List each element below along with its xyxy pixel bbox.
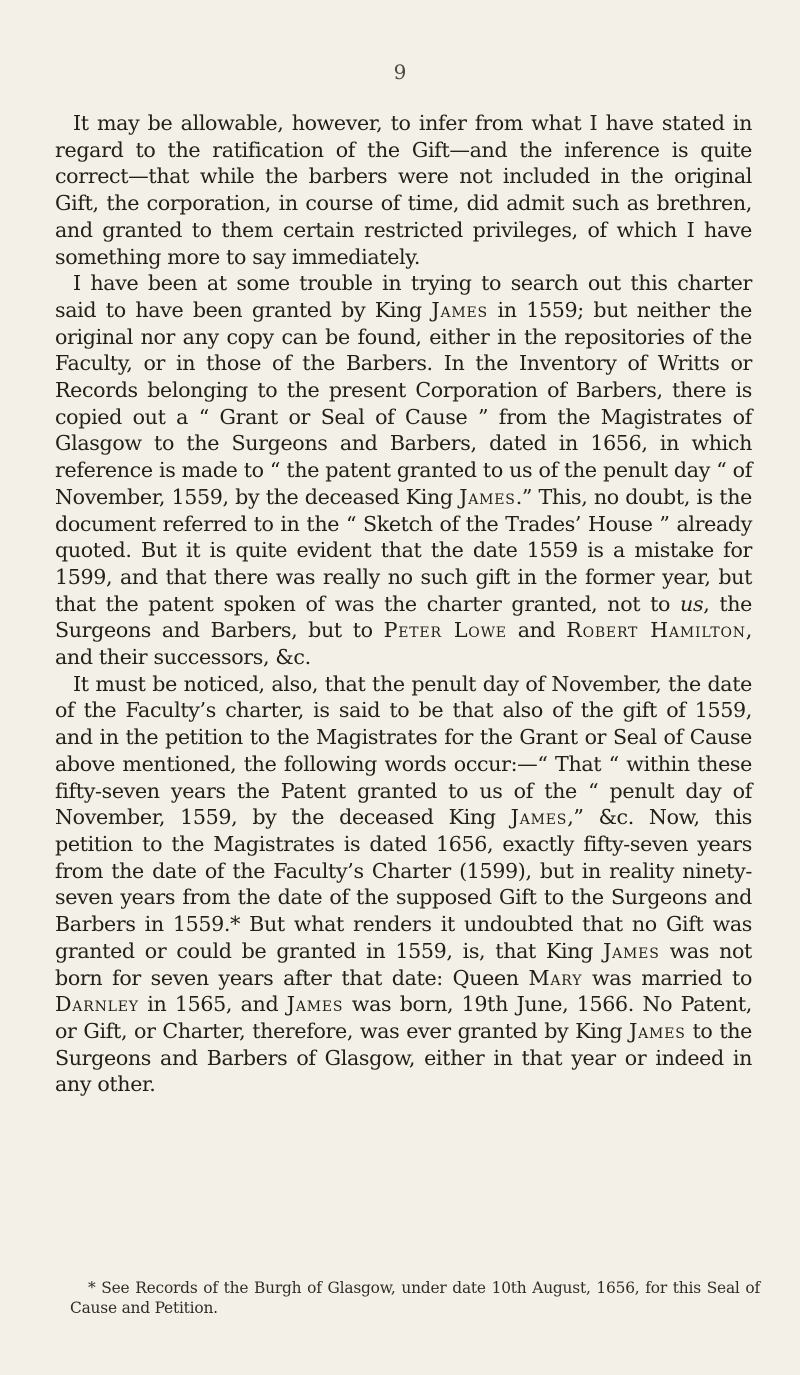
body-text	[55, 110, 752, 1098]
text-run: in 1565, and	[138, 992, 287, 1017]
text-run: to the Surgeons and Barbers of Glasgow, either in that year or indeed in any other.	[55, 1018, 753, 1097]
small-caps-name: James	[510, 805, 568, 830]
paragraph-2	[55, 270, 752, 671]
footnote	[70, 1278, 760, 1318]
text-run: I have been at some trouble in trying to search out this charter said to have been granted by King	[55, 271, 752, 322]
small-caps-name: James	[629, 1018, 686, 1043]
text-run: ,” &c. Now, this petition to the Magistrates is dated 1656, exactly fifty-seven years from the date of the Faculty’s Charter (1599), but in reality ninety-seven years from the date of the supposed Gift to the Surgeons and Barbers in 1559.* But what renders it undoubted that no Gift was granted or could be granted in 1559, is, that King	[55, 805, 752, 963]
text-run: was not born for seven years after that date: Queen	[55, 938, 752, 990]
text-run: and	[506, 618, 567, 643]
small-caps-name: Darnley	[55, 992, 139, 1017]
small-caps-name: James	[431, 297, 488, 322]
small-caps-name: Robert Hamilton	[566, 618, 746, 643]
text-run: .” This, no doubt, is the document referred to in the “ Sketch of the Trades’ House ” already quoted. But it is quite evident that the date 1559 is a mistake for 1599, and that there was really no such gift in the former year, but that the patent spoken of was the charter granted, not to	[55, 484, 752, 616]
text-run: , the Surgeons and Barbers, but to	[55, 591, 752, 643]
small-caps-name: James	[286, 992, 344, 1017]
paragraph-3	[55, 671, 752, 1098]
paragraph-1	[55, 110, 752, 270]
text-run: was married to	[582, 965, 752, 990]
text-run: It may be allowable, however, to infer from what I have stated in regard to the ratification of the Gift—and the inference is quite correct—that while the barbers were not included in the original Gift, the corporation, in course of time, did admit such as brethren, and granted to them certain restricted privileges, of which I have something more to say immediately.	[55, 111, 752, 269]
small-caps-name: Mary	[528, 965, 583, 990]
text-run: It must be noticed, also, that the penult day of November, the date of the Faculty’s charter, is said to be that also of the gift of 1559, and in the petition to the Magistrates for the Grant or Seal of Cause above mentioned, the following words occur:—“ That “ within these fifty-seven years the Patent granted to us of the “ penult day of November, 1559, by the deceased King	[55, 671, 752, 830]
italic-text: us	[680, 591, 704, 616]
text-run: in 1559; but neither the original nor any copy can be found, either in the repositories of the Faculty, or in those of the Barbers. In the Inventory of Writts or Records belonging to the present Corporation of Barbers, there is copied out a “ Grant or Seal of Cause ” from the Magistrates of Glasgow to the Surgeons and Barbers, dated in 1656, in which reference is made to “ the patent granted to us of the penult day “ of November, 1559, by the deceased King	[55, 297, 752, 509]
footnote-text: * See Records of the Burgh of Glasgow, under date 10th August, 1656, for this Seal of Cause and Petition.	[70, 1279, 760, 1317]
text-run: , and their successors, &c.	[55, 618, 752, 670]
text-run: was born, 19th June, 1566. No Patent, or Gift, or Charter, therefore, was ever granted by King	[55, 992, 752, 1043]
small-caps-name: Peter Lowe	[383, 618, 507, 643]
page-number: 9	[393, 60, 407, 84]
small-caps-name: James	[459, 484, 516, 509]
small-caps-name: James	[603, 938, 660, 963]
